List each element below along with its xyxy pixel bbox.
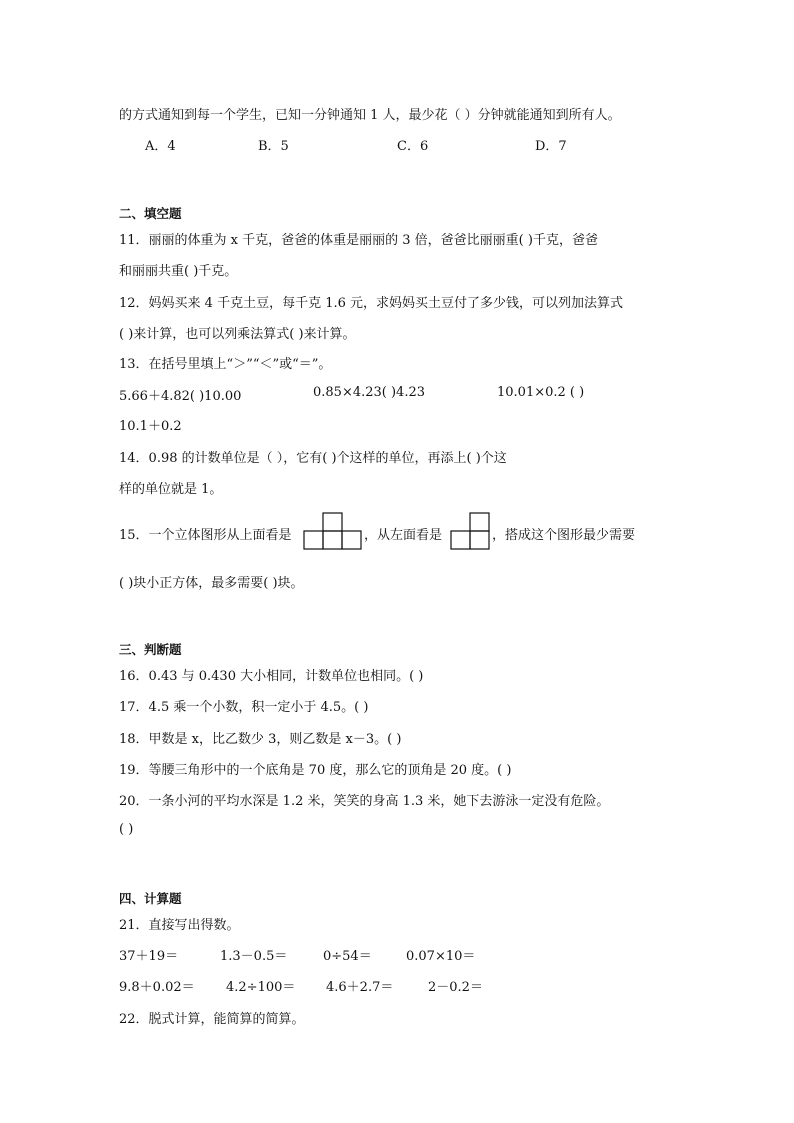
q12-line1: 12．妈妈买来 4 千克土豆，每千克 1.6 元，求妈妈买土豆付了多少钱，可以列加法算式 <box>119 296 624 311</box>
calc-row1-item2: 1.3－0.5＝ <box>220 949 288 964</box>
section-title-judgment: 三、判断题 <box>119 642 182 657</box>
q10-option-d: D．7 <box>535 139 567 154</box>
q10-option-a: A．4 <box>145 139 176 154</box>
q13-item-a: 5.66＋4.82( )10.00 <box>119 389 242 404</box>
calc-row2-item4: 2－0.2＝ <box>428 980 483 995</box>
q13-line1: 13．在括号里填上“＞”“＜”或“＝”。 <box>119 357 332 372</box>
calc-row1-item4: 0.07×10＝ <box>406 949 476 964</box>
q20-line2: ( ) <box>119 822 134 837</box>
q13-item-b: 0.85×4.23( )4.23 <box>313 385 426 400</box>
calc-row1-item1: 37＋19＝ <box>119 949 179 964</box>
q22: 22．脱式计算，能简算的简算。 <box>119 1012 305 1027</box>
q12-line2: ( )来计算，也可以列乘法算式( )来计算。 <box>119 327 356 342</box>
q15-line2: ( )块小正方体，最多需要( )块。 <box>119 576 304 591</box>
q11-line2: 和丽丽共重( )千克。 <box>119 264 238 279</box>
top-view-figure <box>303 512 363 550</box>
calc-row2-item1: 9.8＋0.02＝ <box>119 980 195 995</box>
q20-line1: 20．一条小河的平均水深是 1.2 米，笑笑的身高 1.3 米，她下去游泳一定没有危险。 <box>119 794 610 809</box>
q13-item-c: 10.01×0.2 ( ) <box>497 385 585 400</box>
q19: 19．等腰三角形中的一个底角是 70 度，那么它的顶角是 20 度。( ) <box>119 763 512 778</box>
q10-option-c: C．6 <box>397 139 429 154</box>
q15-text-a: 15．一个立体图形从上面看是 <box>119 528 292 543</box>
q14-line2: 样的单位就是 1。 <box>119 482 223 497</box>
q10-option-b: B．5 <box>258 139 289 154</box>
q21: 21．直接写出得数。 <box>119 918 240 933</box>
left-view-figure <box>450 512 492 550</box>
q15-text-c: ，搭成这个图形最少需要 <box>492 528 636 543</box>
q16: 16．0.43 与 0.430 大小相同，计数单位也相同。( ) <box>119 669 424 684</box>
q17: 17．4.5 乘一个小数，积一定小于 4.5。( ) <box>119 700 369 715</box>
section-title-fill-in: 二、填空题 <box>119 206 182 221</box>
calc-row2-item2: 4.2÷100＝ <box>226 980 296 995</box>
q10-text: 的方式通知到每一个学生，已知一分钟通知 1 人，最少花（ ）分钟就能通知到所有人。 <box>119 108 621 123</box>
calc-row1-item3: 0÷54＝ <box>323 949 372 964</box>
q11-line1: 11．丽丽的体重为 x 千克，爸爸的体重是丽丽的 3 倍，爸爸比丽丽重( )千克，爸爸 <box>119 233 598 248</box>
q15-text-b: ，从左面看是 <box>364 528 443 543</box>
q14-line1: 14．0.98 的计数单位是（ ），它有( )个这样的单位，再添上( )个这 <box>119 451 507 466</box>
section-title-calculation: 四、计算题 <box>119 891 182 906</box>
calc-row2-item3: 4.6＋2.7＝ <box>326 980 394 995</box>
q18: 18．甲数是 x，比乙数少 3，则乙数是 x－3。( ) <box>119 732 402 747</box>
q13-item-d: 10.1＋0.2 <box>119 419 182 434</box>
